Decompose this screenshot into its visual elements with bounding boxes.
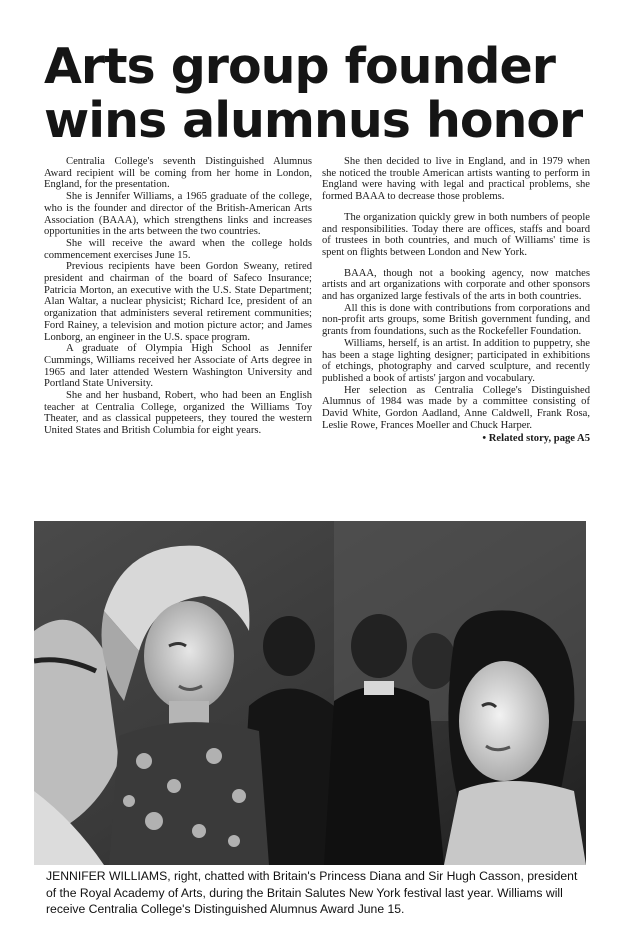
paragraph: She then decided to live in England, and in 1979 when she noticed the trouble American artists wanting to perform in England were having with legal and practical problems, she formed BAAA to decrease those problems. bbox=[322, 156, 590, 203]
left-column bbox=[44, 156, 312, 514]
paragraph: All this is done with contributions from corporations and non-profit arts groups, some British government funding, and grants from foundations, such as the Rockefeller Foundation. bbox=[322, 302, 590, 338]
paragraph: BAAA, though not a booking agency, now matches artists and art organizations with corporate and other sponsors and has organized large festivals of the arts in both countries. bbox=[322, 267, 590, 303]
article-body bbox=[44, 156, 590, 514]
headline-line-1: Arts group founder bbox=[44, 38, 555, 95]
paragraph: Her selection as Centralia College's Distinguished Alumnus of 1984 was made by a committee consisting of David White, Gordon Aadland, Anne Caldwell, Frank Rosa, Leslie Rowe, Frances Moeller and Chuck Harper. bbox=[322, 384, 590, 431]
paragraph: The organization quickly grew in both numbers of people and responsibilities. Today there are offices, staffs and board of trustees in both countries, and much of Williams' time is spent on flights between London and New York. bbox=[322, 211, 590, 258]
related-story-link[interactable]: • Related story, page A5 bbox=[482, 433, 590, 445]
photo-caption: JENNIFER WILLIAMS, right, chatted with Britain's Princess Diana and Sir Hugh Casson, president of the Royal Academy of Arts, during the Britain Salutes New York festival last year. Williams will receive Centralia College's Distinguished Alumnus Award June 15. bbox=[46, 869, 578, 916]
paragraph: Centralia College's seventh Distinguished Alumnus Award recipient will be coming from her home in London, England, for the presentation. bbox=[44, 156, 312, 191]
headline-line-2: wins alumnus honor bbox=[44, 92, 583, 149]
paragraph: She and her husband, Robert, who had been an English teacher at Centralia College, organized the Williams Toy Theater, and as classical puppeteers, they toured the western United States and British Columbia for eight years. bbox=[44, 390, 312, 437]
paragraph: Previous recipients have been Gordon Sweany, retired president and chairman of the board of Safeco Insurance; Patricia Morton, an executive with the U.S. State Department; Alan Waltar, a nuclear physicist; Richard Ice, president of an organization that administers several retirement communities; Ford Rainey, a television and motion picture actor; and James Lonborg, an engineer in the U.S. space program. bbox=[44, 261, 312, 343]
news-photo bbox=[34, 521, 586, 865]
photo-illustration bbox=[34, 521, 586, 865]
paragraph: She is Jennifer Williams, a 1965 graduate of the college, who is the founder and director of the British-American Arts Association (BAAA), which strengthens links and increases opportunities in the arts between the two countries. bbox=[44, 191, 312, 238]
right-column bbox=[322, 156, 590, 514]
paragraph: A graduate of Olympia High School as Jennifer Cummings, Williams received her Associate of Arts degree in 1965 and later attended Western Washington University and Portland State University. bbox=[44, 343, 312, 390]
paragraph: Williams, herself, is an artist. In addition to puppetry, she has been a stage lighting designer; participated in exhibitions of etchings, photography and carved sculpture, and recently published a book of artists' jargon and vocabulary. bbox=[322, 337, 590, 384]
headline bbox=[44, 40, 604, 148]
paragraph: She will receive the award when the college holds commencement exercises June 15. bbox=[44, 237, 312, 261]
